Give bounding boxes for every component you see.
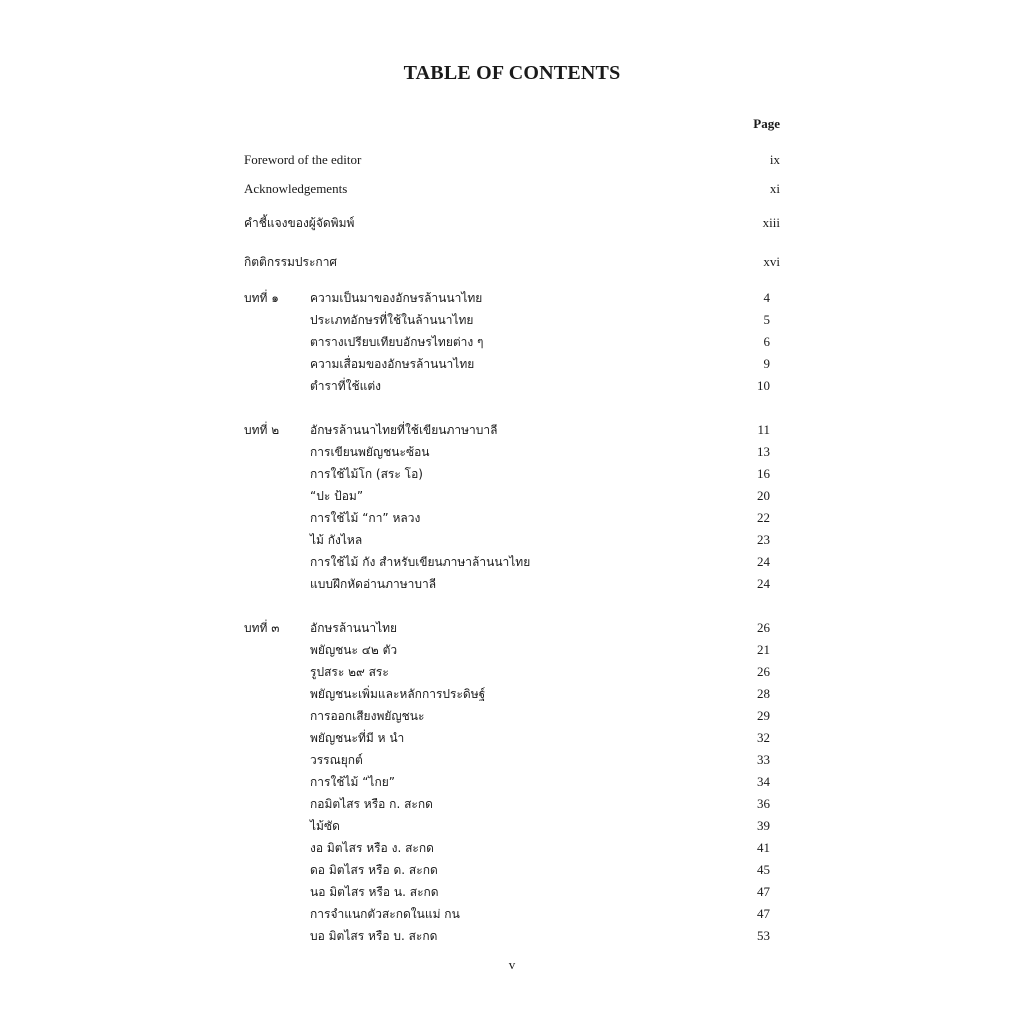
toc-entry-title: กอมิตไสร หรือ ก. สะกด — [310, 797, 433, 811]
toc-entry-title: ตารางเปรียบเทียบอักษรไทยต่าง ๆ — [310, 335, 484, 349]
toc-front-matter-row — [0, 179, 1024, 199]
toc-entry-page: 10 — [757, 378, 770, 393]
toc-entry-title: ดอ มิตไสร หรือ ด. สะกด — [310, 863, 438, 877]
toc-entry-label: Foreword of the editor — [244, 152, 362, 167]
toc-chapter-label: บทที่ ๒ — [244, 423, 280, 437]
toc-chapter-row — [0, 794, 1024, 814]
toc-entry-title: แบบฝึกหัดอ่านภาษาบาลี — [310, 577, 437, 591]
toc-entry-page: 16 — [757, 466, 770, 481]
toc-entry-title: การเขียนพยัญชนะซ้อน — [310, 445, 430, 459]
toc-chapter-row — [0, 684, 1024, 704]
toc-entry-page: 22 — [757, 510, 770, 525]
toc-entry-label: กิตติกรรมประกาศ — [244, 255, 338, 269]
toc-entry-page: 53 — [757, 928, 770, 943]
toc-entry-title: ความเสื่อมของอักษรล้านนาไทย — [310, 357, 475, 371]
toc-entry-page: 26 — [757, 620, 770, 635]
toc-chapter-row — [0, 420, 1024, 440]
toc-chapter-row — [0, 750, 1024, 770]
toc-chapter-row — [0, 618, 1024, 638]
toc-entry-title: อักษรล้านนาไทยที่ใช้เขียนภาษาบาลี — [310, 423, 498, 437]
toc-entry-page: 47 — [757, 884, 770, 899]
toc-entry-title: ความเป็นมาของอักษรล้านนาไทย — [310, 291, 483, 305]
toc-chapter-row — [0, 442, 1024, 462]
toc-entry-page: 21 — [757, 642, 770, 657]
toc-entry-title: การออกเสียงพยัญชนะ — [310, 709, 425, 723]
toc-chapter-row — [0, 376, 1024, 396]
toc-entry-title: ประเภทอักษรที่ใช้ในล้านนาไทย — [310, 313, 474, 327]
toc-chapter-row — [0, 574, 1024, 594]
toc-entry-title: รูปสระ ๒๙ สระ — [310, 665, 389, 679]
toc-entry-title: การใช้ไม้ “กา” หลวง — [310, 511, 421, 525]
toc-entry-page: 5 — [763, 312, 770, 327]
toc-chapter-row — [0, 838, 1024, 858]
toc-entry-title: นอ มิตไสร หรือ น. สะกด — [310, 885, 439, 899]
toc-chapter-label: บทที่ ๑ — [244, 291, 279, 305]
toc-entry-page: 36 — [757, 796, 770, 811]
toc-chapter-row — [0, 882, 1024, 902]
toc-chapter-row — [0, 530, 1024, 550]
toc-entry-title: ตำราที่ใช้แต่ง — [310, 379, 382, 393]
toc-chapter-label: บทที่ ๓ — [244, 621, 280, 635]
toc-entry-title: วรรณยุกต์ — [310, 753, 363, 767]
toc-entry-title: การใช้ไม้ กัง สำหรับเขียนภาษาล้านนาไทย — [310, 555, 531, 569]
toc-chapter-row — [0, 486, 1024, 506]
toc-entry-page: 34 — [757, 774, 770, 789]
toc-chapter-row — [0, 860, 1024, 880]
toc-chapter-row — [0, 640, 1024, 660]
toc-chapter-row — [0, 904, 1024, 924]
toc-chapter-row — [0, 816, 1024, 836]
toc-entry-page: 47 — [757, 906, 770, 921]
toc-chapter-row — [0, 926, 1024, 946]
toc-entry-title: งอ มิตไสร หรือ ง. สะกด — [310, 841, 434, 855]
toc-chapter-row — [0, 706, 1024, 726]
toc-chapter-row — [0, 354, 1024, 374]
toc-chapter-row — [0, 728, 1024, 748]
toc-entry-page: 39 — [757, 818, 770, 833]
toc-entry-label: Acknowledgements — [244, 181, 348, 196]
toc-entry-page: ix — [769, 152, 780, 167]
toc-chapter-row — [0, 552, 1024, 572]
toc-entry-page: xiii — [762, 215, 780, 230]
toc-chapter-row — [0, 464, 1024, 484]
toc-entry-page: 11 — [757, 422, 770, 437]
toc-entry-page: 20 — [757, 488, 770, 503]
toc-chapter-row — [0, 332, 1024, 352]
toc-entry-page: xi — [769, 181, 780, 196]
toc-entry-page: 9 — [763, 356, 770, 371]
toc-entry-page: 6 — [763, 334, 770, 349]
toc-chapter-row — [0, 772, 1024, 792]
toc-entry-page: 45 — [757, 862, 770, 877]
toc-front-matter-row — [0, 213, 1024, 233]
toc-chapter-row — [0, 508, 1024, 528]
toc-entry-page: 29 — [757, 708, 770, 723]
toc-entry-page: 13 — [757, 444, 770, 459]
toc-entry-page: 33 — [757, 752, 770, 767]
toc-title: TABLE OF CONTENTS — [403, 62, 621, 84]
toc-chapter-row — [0, 662, 1024, 682]
toc-entry-title: “ปะ ป้อม” — [310, 489, 364, 503]
toc-chapter-row — [0, 288, 1024, 308]
toc-entry-page: 26 — [757, 664, 770, 679]
toc-chapter-row — [0, 310, 1024, 330]
toc-entry-page: 23 — [757, 532, 770, 547]
toc-entry-title: พยัญชนะที่มี ห นำ — [310, 731, 405, 745]
toc-entry-title: การใช้ไม้ “ไกย” — [310, 775, 395, 789]
toc-entry-title: การจำแนกตัวสะกดในแม่ กน — [310, 907, 460, 921]
toc-entry-page: 4 — [763, 290, 770, 305]
toc-entry-title: อักษรล้านนาไทย — [310, 621, 398, 635]
page-column-header: Page — [753, 116, 780, 131]
toc-entry-title: ไม้ กังไหล — [310, 533, 363, 547]
toc-entry-page: 41 — [757, 840, 770, 855]
toc-entry-page: 24 — [757, 576, 770, 591]
toc-entry-title: การใช้ไม้โก (สระ โอ) — [310, 467, 423, 481]
toc-entry-label: คำชี้แจงของผู้จัดพิมพ์ — [244, 216, 355, 230]
toc-entry-title: ไม้ซัด — [310, 819, 340, 833]
toc-entry-page: 24 — [757, 554, 770, 569]
toc-entry-title: พยัญชนะเพิ่มและหลักการประดิษฐ์ — [310, 687, 486, 701]
toc-entry-title: พยัญชนะ ๔๒ ตัว — [310, 643, 398, 657]
page-number-footer: v — [508, 957, 516, 972]
toc-entry-page: xvi — [763, 254, 780, 269]
toc-entry-page: 28 — [757, 686, 770, 701]
toc-entry-title: บอ มิตไสร หรือ บ. สะกด — [310, 929, 438, 943]
toc-front-matter-row — [0, 150, 1024, 170]
toc-entry-page: 32 — [757, 730, 770, 745]
toc-front-matter-row — [0, 252, 1024, 272]
